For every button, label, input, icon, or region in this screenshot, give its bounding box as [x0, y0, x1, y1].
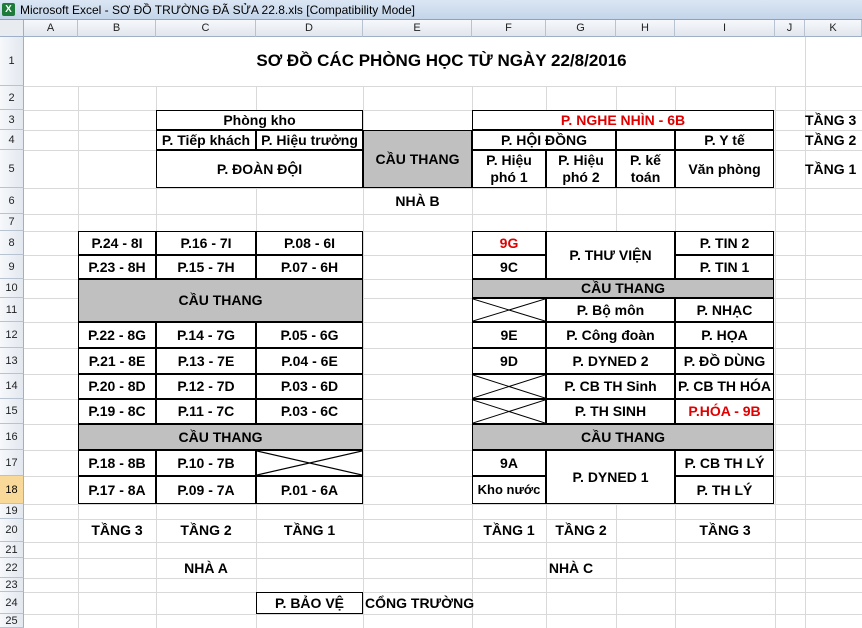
window-title: Microsoft Excel - SƠ ĐỒ TRƯỜNG ĐÃ SỬA 22.8.xls [Compatibility Mode]	[20, 3, 415, 17]
hoa-9b-cell[interactable]: P.HÓA - 9B	[675, 399, 774, 424]
gridline	[24, 214, 862, 215]
spreadsheet[interactable]	[0, 20, 862, 628]
y-te-cell[interactable]: P. Y tế	[675, 130, 774, 150]
nha-c-label[interactable]: NHÀ C	[548, 559, 594, 576]
nha-b-label[interactable]: NHÀ B	[395, 192, 440, 209]
hieu-truong-cell[interactable]: P. Hiệu trưởng	[256, 130, 363, 150]
kho-nuoc-cell[interactable]: Kho nước	[472, 476, 546, 504]
room-p16-7i[interactable]: P.16 - 7I	[156, 231, 256, 255]
nha-b-tang-1-label[interactable]: TẦNG 1	[805, 160, 857, 177]
room-p01-6a[interactable]: P.01 - 6A	[256, 476, 363, 504]
van-phong-cell[interactable]: Văn phòng	[675, 150, 774, 188]
cb-th-sinh-cell[interactable]: P. CB TH Sinh	[546, 374, 675, 399]
row-header-17[interactable]: 17	[0, 450, 24, 476]
row-header-8[interactable]: 8	[0, 231, 24, 255]
gridline	[24, 542, 862, 543]
nghe-nhin-cell[interactable]: P. NGHE NHÌN - 6B	[472, 110, 774, 130]
nha-c-cau-thang-2[interactable]: CẦU THANG	[472, 424, 774, 450]
room-9g[interactable]: 9G	[472, 231, 546, 255]
gridline	[24, 86, 862, 87]
column-header-c[interactable]: C	[156, 20, 256, 37]
crossed-out-cell[interactable]	[256, 450, 363, 476]
hieu-pho-1-cell[interactable]: P. Hiệu phó 1	[472, 150, 546, 188]
room-p24-8i[interactable]: P.24 - 8I	[78, 231, 156, 255]
nha-a-tang-1-label[interactable]: TẦNG 1	[283, 522, 336, 539]
room-9a[interactable]: 9A	[472, 450, 546, 476]
bo-mon-cell[interactable]: P. Bộ môn	[546, 298, 675, 322]
ke-toan-cell[interactable]: P. kế toán	[616, 150, 675, 188]
nha-a-tang-2-label[interactable]: TẦNG 2	[180, 522, 232, 539]
row-header-2[interactable]: 2	[0, 86, 24, 110]
row-header-14[interactable]: 14	[0, 374, 24, 399]
gridline	[24, 504, 862, 505]
column-header-g[interactable]: G	[546, 20, 616, 37]
nha-c-tang-2-label[interactable]: TẦNG 2	[555, 522, 607, 539]
tiep-khach-cell[interactable]: P. Tiếp khách	[156, 130, 256, 150]
select-all-corner[interactable]	[0, 20, 24, 37]
nha-b-cau-thang-cell[interactable]: CẦU THANG	[363, 130, 472, 188]
row-header-15[interactable]: 15	[0, 399, 24, 424]
row-header-3[interactable]: 3	[0, 110, 24, 130]
room-p20-8d[interactable]: P.20 - 8D	[78, 374, 156, 399]
nhac-cell[interactable]: P. NHẠC	[675, 298, 774, 322]
row-header-11[interactable]: 11	[0, 298, 24, 322]
room-p17-8a[interactable]: P.17 - 8A	[78, 476, 156, 504]
dyned-2-cell[interactable]: P. DYNED 2	[546, 348, 675, 374]
nha-b-tang-2-label[interactable]: TẦNG 2	[805, 131, 857, 148]
dyned-1-cell[interactable]: P. DYNED 1	[546, 450, 675, 504]
th-sinh-cell[interactable]: P. TH SINH	[546, 399, 675, 424]
gridline	[363, 37, 364, 628]
cong-truong-label[interactable]: CỔNG TRƯỜNG	[365, 594, 475, 611]
gridline	[24, 558, 862, 559]
room-p12-7d[interactable]: P.12 - 7D	[156, 374, 256, 399]
gridline	[775, 37, 776, 628]
room-p18-8b[interactable]: P.18 - 8B	[78, 450, 156, 476]
column-header-j[interactable]: J	[775, 20, 805, 37]
room-p10-7b[interactable]: P.10 - 7B	[156, 450, 256, 476]
room-p13-7e[interactable]: P.13 - 7E	[156, 348, 256, 374]
room-p19-8c[interactable]: P.19 - 8C	[78, 399, 156, 424]
room-p09-7a[interactable]: P.09 - 7A	[156, 476, 256, 504]
column-header-i[interactable]: I	[675, 20, 775, 37]
row-header-6[interactable]: 6	[0, 188, 24, 214]
row-header-16[interactable]: 16	[0, 424, 24, 450]
room-9e[interactable]: 9E	[472, 322, 546, 348]
gridline	[24, 614, 862, 615]
column-header-a[interactable]: A	[24, 20, 78, 37]
hoa-cell[interactable]: P. HỌA	[675, 322, 774, 348]
excel-icon: X	[2, 3, 15, 16]
cell-grid[interactable]	[24, 37, 862, 628]
column-header-k[interactable]: K	[805, 20, 862, 37]
nha-c-tang-3-label[interactable]: TẦNG 3	[699, 522, 751, 539]
row-header-24[interactable]: 24	[0, 592, 24, 614]
row-header-23[interactable]: 23	[0, 578, 24, 592]
cong-doan-cell[interactable]: P. Công đoàn	[546, 322, 675, 348]
window-titlebar	[0, 0, 862, 20]
row-header-7[interactable]: 7	[0, 214, 24, 231]
doan-doi-cell[interactable]: P. ĐOÀN ĐỘI	[156, 150, 363, 188]
phong-kho-cell[interactable]: Phòng kho	[156, 110, 363, 130]
cb-th-hoa-cell[interactable]: P. CB TH HÓA	[675, 374, 774, 399]
room-p04-6e[interactable]: P.04 - 6E	[256, 348, 363, 374]
sheet-title[interactable]: SƠ ĐỒ CÁC PHÒNG HỌC TỪ NGÀY 22/8/2016	[78, 37, 805, 86]
row-header-19[interactable]: 19	[0, 504, 24, 519]
room-p15-7h[interactable]: P.15 - 7H	[156, 255, 256, 279]
tin-1-cell[interactable]: P. TIN 1	[675, 255, 774, 279]
room-9c[interactable]: 9C	[472, 255, 546, 279]
row-header-25[interactable]: 25	[0, 614, 24, 628]
nha-a-cau-thang-2[interactable]: CẦU THANG	[78, 424, 363, 450]
hieu-pho-2-cell[interactable]: P. Hiệu phó 2	[546, 150, 616, 188]
nha-c-tang-1-label[interactable]: TẦNG 1	[483, 522, 535, 539]
room-p03-6d[interactable]: P.03 - 6D	[256, 374, 363, 399]
column-header-h[interactable]: H	[616, 20, 675, 37]
room-p07-6h[interactable]: P.07 - 6H	[256, 255, 363, 279]
nha-a-label[interactable]: NHÀ A	[184, 559, 228, 576]
room-p14-7g[interactable]: P.14 - 7G	[156, 322, 256, 348]
row-header-10[interactable]: 10	[0, 279, 24, 298]
row-header-18[interactable]: 18	[0, 476, 24, 504]
th-ly-cell[interactable]: P. TH LÝ	[675, 476, 774, 504]
tin-2-cell[interactable]: P. TIN 2	[675, 231, 774, 255]
room-p22-8g[interactable]: P.22 - 8G	[78, 322, 156, 348]
room-p05-6g[interactable]: P.05 - 6G	[256, 322, 363, 348]
crossed-out-cell[interactable]	[472, 399, 546, 424]
nha-b-tang-3-label[interactable]: TẦNG 3	[805, 111, 857, 128]
thu-vien-cell[interactable]: P. THƯ VIỆN	[546, 231, 675, 279]
room-p03-6c[interactable]: P.03 - 6C	[256, 399, 363, 424]
room-9d[interactable]: 9D	[472, 348, 546, 374]
column-header-b[interactable]: B	[78, 20, 156, 37]
row-header-20[interactable]: 20	[0, 519, 24, 542]
cb-th-ly-cell[interactable]: P. CB TH LÝ	[675, 450, 774, 476]
column-header-d[interactable]: D	[256, 20, 363, 37]
row-header-4[interactable]: 4	[0, 130, 24, 150]
row-header-13[interactable]: 13	[0, 348, 24, 374]
bao-ve-cell[interactable]: P. BẢO VỆ	[256, 592, 363, 614]
row-header-21[interactable]: 21	[0, 542, 24, 558]
row-header-12[interactable]: 12	[0, 322, 24, 348]
nha-a-cau-thang-1[interactable]: CẦU THANG	[78, 279, 363, 322]
empty-cell-h4[interactable]	[616, 130, 675, 150]
room-p23-8h[interactable]: P.23 - 8H	[78, 255, 156, 279]
crossed-out-cell[interactable]	[472, 374, 546, 399]
room-p08-6i[interactable]: P.08 - 6I	[256, 231, 363, 255]
row-header-5[interactable]: 5	[0, 150, 24, 188]
row-header-1[interactable]: 1	[0, 37, 24, 86]
nha-a-tang-3-label[interactable]: TẦNG 3	[91, 522, 143, 539]
row-header-9[interactable]: 9	[0, 255, 24, 279]
row-header-22[interactable]: 22	[0, 558, 24, 578]
gridline	[24, 578, 862, 579]
crossed-out-cell[interactable]	[472, 298, 546, 322]
column-header-f[interactable]: F	[472, 20, 546, 37]
room-p11-7c[interactable]: P.11 - 7C	[156, 399, 256, 424]
column-header-e[interactable]: E	[363, 20, 472, 37]
do-dung-cell[interactable]: P. ĐỒ DÙNG	[675, 348, 774, 374]
hoi-dong-cell[interactable]: P. HỘI ĐỒNG	[472, 130, 616, 150]
room-p21-8e[interactable]: P.21 - 8E	[78, 348, 156, 374]
nha-c-cau-thang-1[interactable]: CẦU THANG	[472, 279, 774, 298]
